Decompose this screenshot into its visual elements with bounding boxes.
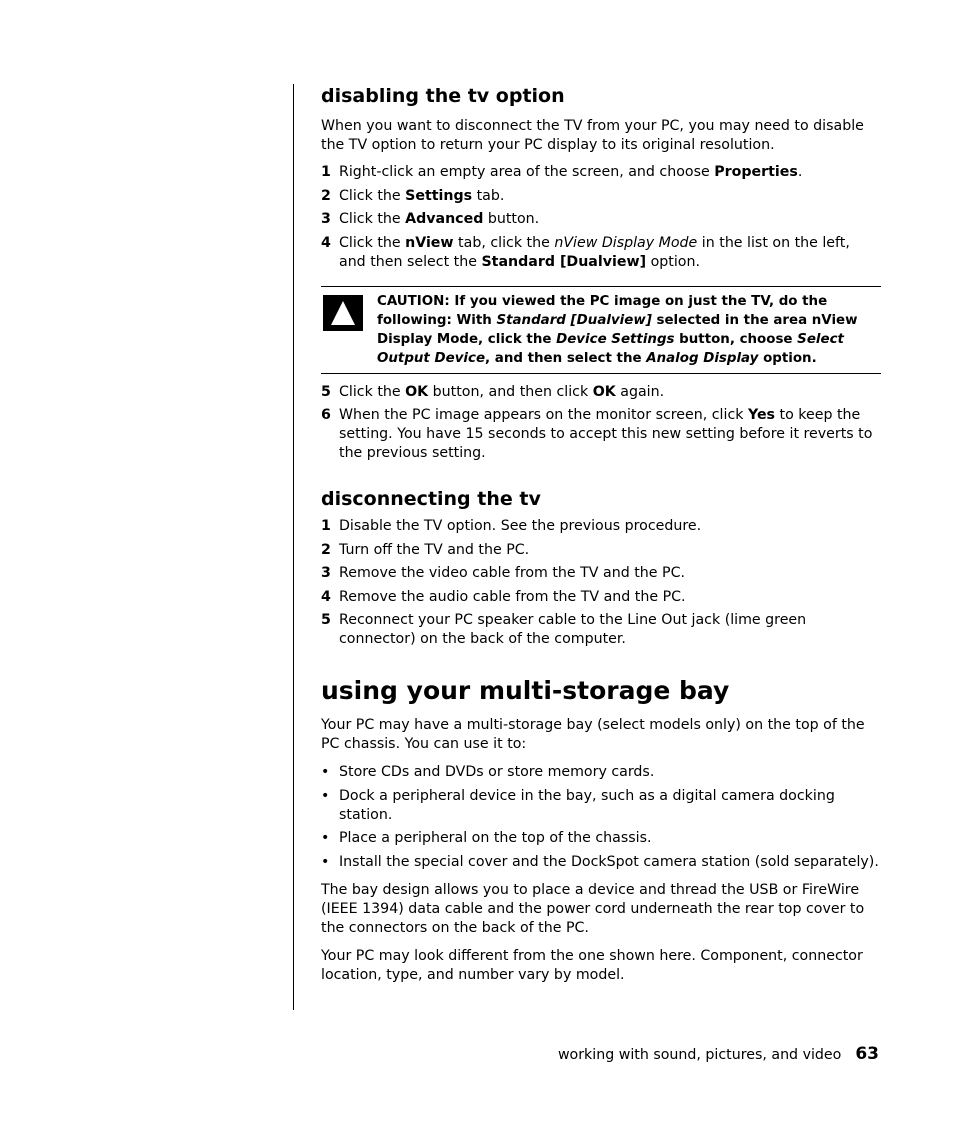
list-item: 1 Right-click an empty area of the screen, and choose Properties. [321, 164, 803, 180]
steps-disconnecting-tv [321, 517, 881, 649]
list-item: 2 Click the Settings tab. [321, 187, 505, 204]
heading-multi-storage-bay: using your multi-storage bay [321, 676, 730, 705]
heading-disabling-tv: disabling the tv option [321, 85, 565, 107]
list-item: 4 Click the nView tab, click the nView Display Mode in the list on the left, and then select the Standard [Dualview] option. [321, 234, 850, 270]
page-footer [558, 1044, 879, 1064]
bay-uses-list [321, 763, 881, 872]
list-item: 5 Click the OK button, and then click OK again. [321, 383, 665, 400]
list-item: 6 When the PC image appears on the monitor screen, click Yes to keep the setting. You have 15 seconds to accept this new setting before it reverts to the previous setting. [321, 407, 873, 461]
bay-design-paragraph: The bay design allows you to place a device and thread the USB or FireWire (IEEE 1394) data cable and the power cord underneath the rear top cover to the connectors on the back of the PC. [321, 881, 865, 936]
list-item: 2 Turn off the TV and the PC. [321, 541, 530, 558]
list-item: 1 Disable the TV option. See the previous procedure. [321, 518, 702, 534]
page-number: 63 [855, 1044, 879, 1064]
list-item: 4 Remove the audio cable from the TV and the PC. [321, 588, 686, 605]
bay-variation-paragraph: Your PC may look different from the one shown here. Component, connector location, type, and number vary by model. [321, 947, 863, 983]
list-item: 3 Click the Advanced button. [321, 211, 540, 227]
list-item: • Store CDs and DVDs or store memory cards. [321, 764, 655, 780]
footer-chapter-title: working with sound, pictures, and video [557, 1047, 842, 1063]
margin-rule [293, 84, 294, 1010]
list-item: • Install the special cover and the DockSpot camera station (sold separately). [321, 853, 879, 870]
intro-disabling-tv: When you want to disconnect the TV from your PC, you may need to disable the TV option to return your PC display to its original resolution. [321, 118, 864, 153]
page-content [321, 84, 881, 985]
list-item: 3 Remove the video cable from the TV and the PC. [321, 565, 685, 581]
steps-disabling-tv-continued [321, 383, 881, 464]
list-item: • Dock a peripheral device in the bay, such as a digital camera docking station. [321, 787, 835, 823]
caution-icon [323, 295, 363, 331]
intro-multi-storage-bay: Your PC may have a multi-storage bay (select models only) on the top of the PC chassis. You can use it to: [321, 717, 865, 752]
steps-disabling-tv [321, 163, 881, 272]
caution-box [321, 286, 881, 374]
heading-disconnecting-tv: disconnecting the tv [321, 488, 541, 510]
caution-text: CAUTION: If you viewed the PC image on just the TV, do the following: With Standard [Dualview] selected in the area nView Display Mode, click the Device Settings button, choose Select Output Device, and then select the Analog Display option. [377, 293, 858, 366]
list-item: 5 Reconnect your PC speaker cable to the Line Out jack (lime green connector) on the back of the computer. [321, 612, 807, 647]
list-item: • Place a peripheral on the top of the chassis. [321, 830, 652, 846]
